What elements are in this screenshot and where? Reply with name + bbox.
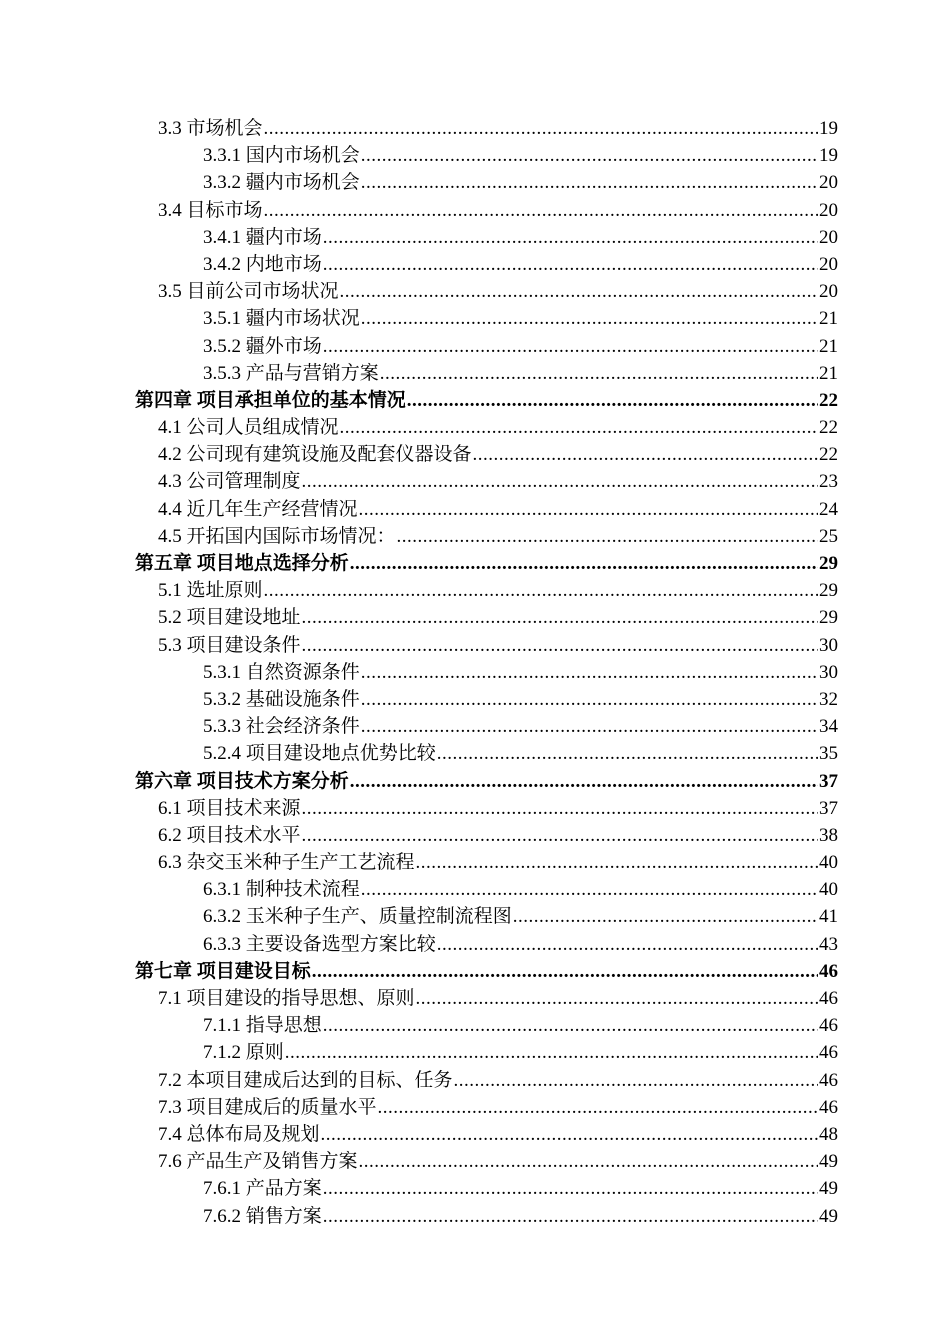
toc-page-number: 19 [819,145,838,167]
toc-entry-title: 7.1.1 指导思想 [203,1015,322,1037]
toc-entry[interactable] [135,1094,838,1121]
toc-dot-leader [264,197,818,224]
toc-dot-leader [361,142,818,169]
toc-entry-title: 7.6.1 产品方案 [203,1178,322,1200]
toc-chapter-entry[interactable] [135,958,838,985]
toc-page-number: 22 [819,444,838,466]
toc-entry-title: 6.2 项目技术水平 [158,824,301,846]
toc-dot-leader [302,822,818,849]
toc-entry-title: 5.1 选址原则 [158,580,263,602]
toc-entry-title: 7.2 本项目建成后达到的目标、任务 [158,1069,453,1091]
toc-dot-leader [323,333,818,360]
toc-entry-title: 5.2.4 项目建设地点优势比较 [203,743,436,765]
toc-entry-title: 4.5 开拓国内国际市场情况： [158,525,396,547]
toc-entry[interactable] [135,305,838,332]
toc-page-number: 40 [819,879,838,901]
toc-entry-title: 5.3.3 社会经济条件 [203,716,360,738]
toc-entry[interactable] [135,251,838,278]
toc-entry-title: 3.5.3 产品与营销方案 [203,362,379,384]
toc-dot-leader [323,224,818,251]
toc-page-number: 48 [819,1123,838,1145]
toc-entry-title: 4.2 公司现有建筑设施及配套仪器设备 [158,444,472,466]
toc-dot-leader [361,169,818,196]
toc-entry[interactable] [135,333,838,360]
toc-entry-title: 第五章 项目地点选择分析 [135,553,349,574]
toc-entry-title: 5.2 项目建设地址 [158,607,301,629]
toc-entry[interactable] [135,169,838,196]
toc-entry-title: 第四章 项目承担单位的基本情况 [135,389,406,411]
toc-dot-leader [437,931,818,958]
toc-page-number: 32 [819,688,838,710]
toc-entry[interactable] [135,1121,838,1148]
toc-entry-title: 6.3.3 主要设备选型方案比较 [203,933,436,955]
toc-entry-title: 3.4 目标市场 [158,199,263,221]
toc-dot-leader [397,523,818,550]
toc-page-number: 37 [819,770,838,792]
toc-dot-leader [323,251,818,278]
toc-dot-leader [321,1121,818,1148]
toc-entry-title: 5.3.2 基础设施条件 [203,688,360,710]
toc-entry[interactable] [135,1039,838,1066]
toc-page-number: 24 [819,498,838,520]
toc-page-number: 21 [819,362,838,384]
toc-entry-title: 7.1.2 原则 [203,1042,284,1064]
toc-dot-leader [378,1094,818,1121]
toc-chapter-entry[interactable] [135,387,838,414]
toc-entry-title: 3.4.1 疆内市场 [203,226,322,248]
toc-dot-leader [513,903,818,930]
toc-entry[interactable] [135,115,838,142]
toc-entry[interactable] [135,903,838,930]
toc-entry-title: 7.6 产品生产及销售方案 [158,1151,358,1173]
toc-dot-leader [264,115,818,142]
toc-entry[interactable] [135,931,838,958]
toc-page-number: 20 [819,226,838,248]
toc-dot-leader [380,360,818,387]
toc-page-number: 30 [819,634,838,656]
toc-dot-leader [437,740,818,767]
toc-dot-leader [340,278,818,305]
toc-chapter-entry[interactable] [135,768,838,795]
table-of-contents [135,115,838,1230]
toc-entry-title: 4.1 公司人员组成情况 [158,417,339,439]
toc-dot-leader [361,876,818,903]
toc-page-number: 41 [819,906,838,928]
toc-entry-title: 3.5 目前公司市场状况 [158,281,339,303]
toc-entry-title: 第七章 项目建设目标 [135,960,311,982]
toc-entry-title: 3.3.1 国内市场机会 [203,145,360,167]
toc-page-number: 30 [819,661,838,683]
toc-entry-title: 6.3.1 制种技术流程 [203,879,360,901]
toc-entry[interactable] [135,224,838,251]
toc-entry[interactable] [135,360,838,387]
toc-page-number: 46 [819,1042,838,1064]
toc-entry-title: 3.4.2 内地市场 [203,253,322,275]
toc-page-number: 22 [819,389,838,411]
toc-entry[interactable] [135,822,838,849]
toc-entry[interactable] [135,414,838,441]
toc-entry[interactable] [135,197,838,224]
toc-entry[interactable] [135,278,838,305]
toc-page-number: 29 [819,607,838,629]
toc-entry[interactable] [135,849,838,876]
toc-page-number: 29 [819,553,838,574]
toc-page-number: 20 [819,172,838,194]
toc-page-number: 49 [819,1205,838,1227]
toc-page-number: 25 [819,525,838,547]
toc-dot-leader [302,468,818,495]
toc-dot-leader [340,414,818,441]
toc-page-number: 21 [819,335,838,357]
toc-page-number: 20 [819,281,838,303]
toc-page-number: 35 [819,743,838,765]
toc-dot-leader [361,659,818,686]
toc-entry[interactable] [135,1175,838,1202]
toc-page-number: 38 [819,824,838,846]
toc-dot-leader [302,632,818,659]
toc-dot-leader [361,305,818,332]
toc-entry[interactable] [135,496,838,523]
toc-dot-leader [302,795,818,822]
toc-entry-title: 第六章 项目技术方案分析 [135,770,349,792]
toc-dot-leader [350,550,818,577]
toc-entry[interactable] [135,577,838,604]
toc-entry-title: 5.3 项目建设条件 [158,634,301,656]
toc-dot-leader [302,604,818,631]
toc-page-number: 46 [819,1069,838,1091]
toc-entry[interactable] [135,632,838,659]
toc-dot-leader [473,441,818,468]
toc-entry-title: 4.3 公司管理制度 [158,471,301,493]
toc-dot-leader [359,1148,818,1175]
toc-entry[interactable] [135,1012,838,1039]
toc-entry-title: 5.3.1 自然资源条件 [203,661,360,683]
toc-dot-leader [312,958,818,985]
toc-page-number: 40 [819,852,838,874]
toc-entry-title: 7.1 项目建设的指导思想、原则 [158,988,415,1009]
toc-page-number: 49 [819,1151,838,1173]
toc-page-number: 49 [819,1178,838,1200]
toc-dot-leader [285,1039,818,1066]
toc-page-number: 46 [819,1015,838,1037]
toc-entry[interactable] [135,142,838,169]
toc-entry[interactable] [135,876,838,903]
toc-entry-title: 6.3.2 玉米种子生产、质量控制流程图 [203,906,512,928]
toc-entry[interactable] [135,985,838,1012]
toc-entry-title: 3.5.2 疆外市场 [203,335,322,357]
toc-page-number: 37 [819,797,838,819]
toc-page-number: 29 [819,580,838,602]
toc-dot-leader [350,768,818,795]
toc-dot-leader [454,1067,818,1094]
toc-entry-title: 6.3 杂交玉米种子生产工艺流程 [158,852,415,874]
toc-dot-leader [323,1203,818,1230]
toc-entry[interactable] [135,740,838,767]
toc-entry[interactable] [135,713,838,740]
toc-entry[interactable] [135,1203,838,1230]
toc-dot-leader [359,496,818,523]
toc-entry[interactable] [135,795,838,822]
toc-page-number: 46 [819,960,838,982]
toc-entry-title: 4.4 近几年生产经营情况 [158,498,358,520]
toc-page-number: 20 [819,199,838,221]
toc-entry[interactable] [135,468,838,495]
toc-page-number: 46 [819,988,838,1009]
toc-page-number: 22 [819,417,838,439]
toc-entry[interactable] [135,523,838,550]
toc-entry[interactable] [135,659,838,686]
toc-page-number: 34 [819,716,838,738]
toc-entry-title: 3.5.1 疆内市场状况 [203,308,360,330]
toc-dot-leader [264,577,818,604]
toc-entry-title: 3.3.2 疆内市场机会 [203,172,360,194]
toc-entry[interactable] [135,604,838,631]
toc-dot-leader [416,849,818,876]
toc-page-number: 19 [819,118,838,139]
toc-entry[interactable] [135,1067,838,1094]
toc-page-number: 43 [819,933,838,955]
toc-entry[interactable] [135,686,838,713]
toc-dot-leader [407,387,818,414]
toc-dot-leader [361,686,818,713]
toc-page-number: 21 [819,308,838,330]
toc-chapter-entry[interactable] [135,550,838,577]
toc-entry[interactable] [135,1148,838,1175]
toc-entry-title: 7.6.2 销售方案 [203,1205,322,1227]
toc-dot-leader [323,1012,818,1039]
toc-entry-title: 6.1 项目技术来源 [158,797,301,819]
toc-entry-title: 7.3 项目建成后的质量水平 [158,1096,377,1118]
toc-dot-leader [361,713,818,740]
toc-page-number: 20 [819,253,838,275]
toc-entry[interactable] [135,441,838,468]
toc-page-number: 46 [819,1096,838,1118]
toc-dot-leader [416,985,818,1012]
toc-page-number: 23 [819,471,838,493]
toc-entry-title: 3.3 市场机会 [158,118,263,139]
toc-dot-leader [323,1175,818,1202]
toc-entry-title: 7.4 总体布局及规划 [158,1123,320,1145]
